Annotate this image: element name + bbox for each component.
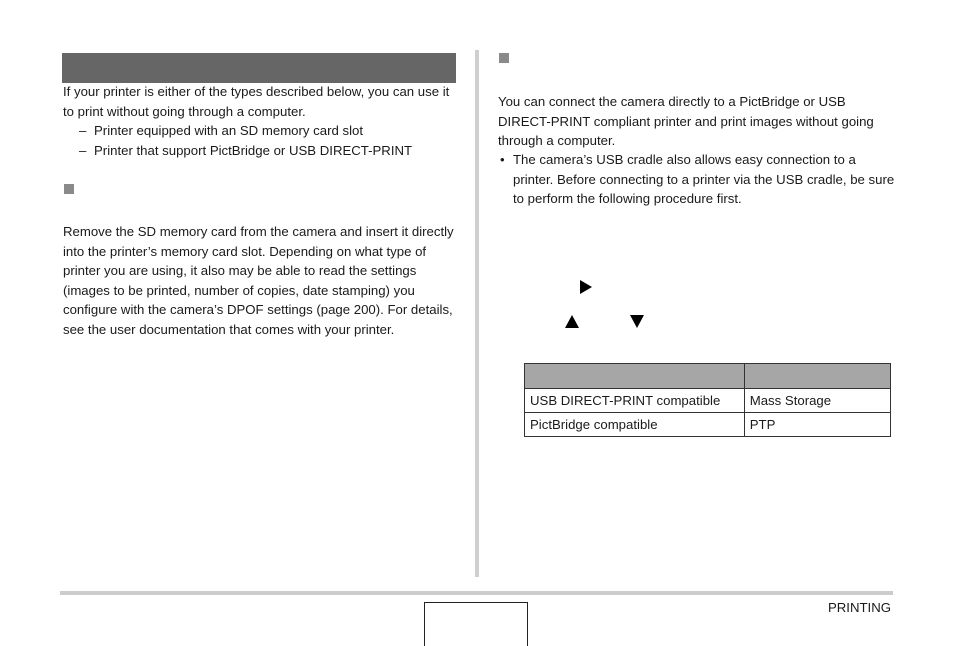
dash-marker: – (79, 123, 87, 138)
table-row (525, 389, 891, 413)
left-section-header-bar (62, 53, 456, 83)
cradle-note-list (498, 150, 896, 209)
usb-setting-cell: PTP (744, 413, 890, 437)
table-header-row (525, 364, 891, 389)
down-arrow-icon (630, 315, 644, 328)
footer-rule (60, 591, 893, 595)
table-header-cell (525, 364, 745, 389)
square-bullet-icon (499, 53, 509, 63)
usb-setting-table (524, 363, 891, 437)
direct-print-paragraph: You can connect the camera directly to a PictBridge or USB DIRECT-PRINT compliant printer and print images without going through a computer. (498, 94, 874, 148)
list-item-text: The camera’s USB cradle also allows easy connection to a printer. Before connecting to a printer via the USB cradle, be sure to perform the following procedure first. (513, 152, 895, 206)
sd-card-paragraph: Remove the SD memory card from the camera and insert it directly into the printer’s memory card slot. Depending on what type of printer you are using, it also may be able to read the settings (images to be printed, number of copies, date stamping) you configure with the camera’s DPOF settings (page 200). For details, see the user documentation that comes with your printer. (63, 224, 454, 337)
usb-setting-cell: Mass Storage (744, 389, 890, 413)
bullet-marker: • (500, 152, 505, 167)
column-divider (475, 50, 479, 577)
square-bullet-icon (64, 184, 74, 194)
table-header-cell (744, 364, 890, 389)
dash-marker: – (79, 142, 87, 158)
page-number-box (424, 602, 528, 646)
table-row (525, 413, 891, 437)
intro-paragraph: If your printer is either of the types described below, you can use it to print without going through a computer. (63, 84, 450, 119)
list-item (79, 121, 412, 141)
printer-type-cell: USB DIRECT-PRINT compatible (525, 389, 745, 413)
section-label: PRINTING (827, 600, 891, 615)
list-item-text: Printer that support PictBridge or USB DIRECT-PRINT (94, 142, 413, 158)
list-item (79, 141, 412, 161)
printer-type-cell: PictBridge compatible (525, 413, 745, 437)
printer-type-list (79, 121, 412, 160)
right-arrow-icon (580, 280, 592, 294)
list-item-text: Printer equipped with an SD memory card slot (94, 123, 363, 138)
up-arrow-icon (565, 315, 579, 328)
list-item (498, 150, 896, 209)
